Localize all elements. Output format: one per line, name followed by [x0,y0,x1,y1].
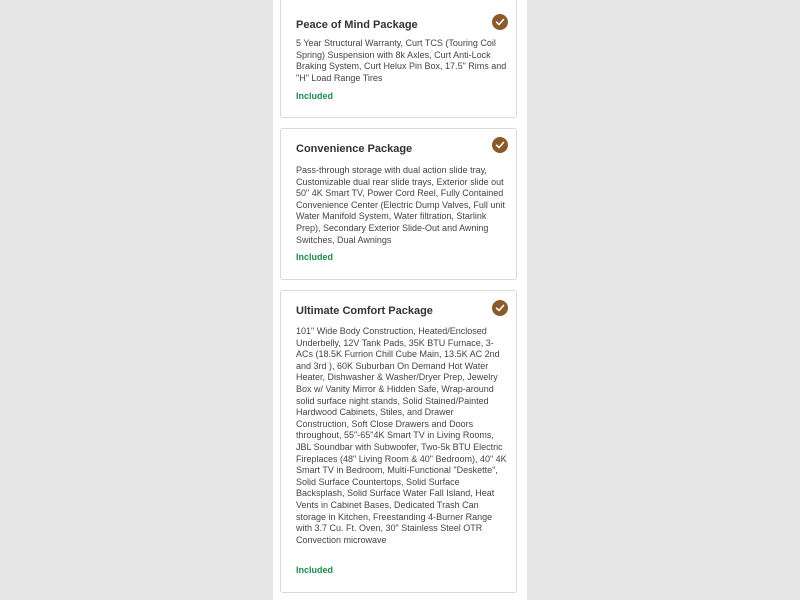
check-circle-icon [492,300,508,316]
package-title: Peace of Mind Package [296,19,418,31]
package-list [273,0,527,600]
package-title: Convenience Package [296,143,413,155]
included-status: Included [296,565,334,575]
included-status: Included [296,91,334,101]
package-description: Pass-through storage with dual action slide tray, Customizable dual rear slide trays, Exterior slide out 50" 4K Smart TV, Power Cord Reel, Fully Contained Convenience Center (Electric Dump Valves, Full unit Water Manifold System, Water filtration, Starlink Prep), Secondary Exterior Slide-Out and Awning Switches, Dual Awnings [296,165,505,245]
check-circle-icon [492,137,508,153]
included-status: Included [296,252,334,262]
check-circle-icon [492,14,508,30]
package-card-convenience[interactable] [280,128,517,280]
package-card-ultimate-comfort[interactable] [280,290,517,593]
package-title: Ultimate Comfort Package [296,305,433,317]
package-description: 101" Wide Body Construction, Heated/Enclosed Underbelly, 12V Tank Pads, 35K BTU Furnace, 3-ACs (18.5K Furrion Chill Cube Main, 13.5K AC 2nd and 3rd ), 60K Suburban On Demand Hot Water Heater, Dishwasher & Washer/Dryer Prep, Jewelry Box w/ Vanity Mirror & Hidden Safe, Wrap-around solid surface night stands, Solid Stained/Painted Hardwood Cabinets, Stiles, and Drawer Construction, Soft Close Drawers and Doors throughout, 55"-65"4K Smart TV in Living Rooms, JBL Soundbar with Subwoofer, Two-5k BTU Electric Fireplaces (48" Living Room & 40" Bedroom), 40" 4K Smart TV in Bedroom, Multi-Functional "Deskette", Solid Surface Countertops, Solid Surface Backsplash, Solid Surface Water Fall Island, Heat Vents in Cabinet Bases, Dedicated Trash Can storage in Kitchen, Freestanding 4-Burner Range with 3.7 Cu. Ft. Oven, 30" Stainless Steel OTR Convection microwave [296,326,507,545]
package-card-peace-of-mind[interactable] [280,0,517,118]
package-description: 5 Year Structural Warranty, Curt TCS (Touring Coil Spring) Suspension with 8k Axles, Curt Anti-Lock Braking System, Curt Helux Pin Box, 17.5" Rims and "H" Load Range Tires [296,38,507,83]
